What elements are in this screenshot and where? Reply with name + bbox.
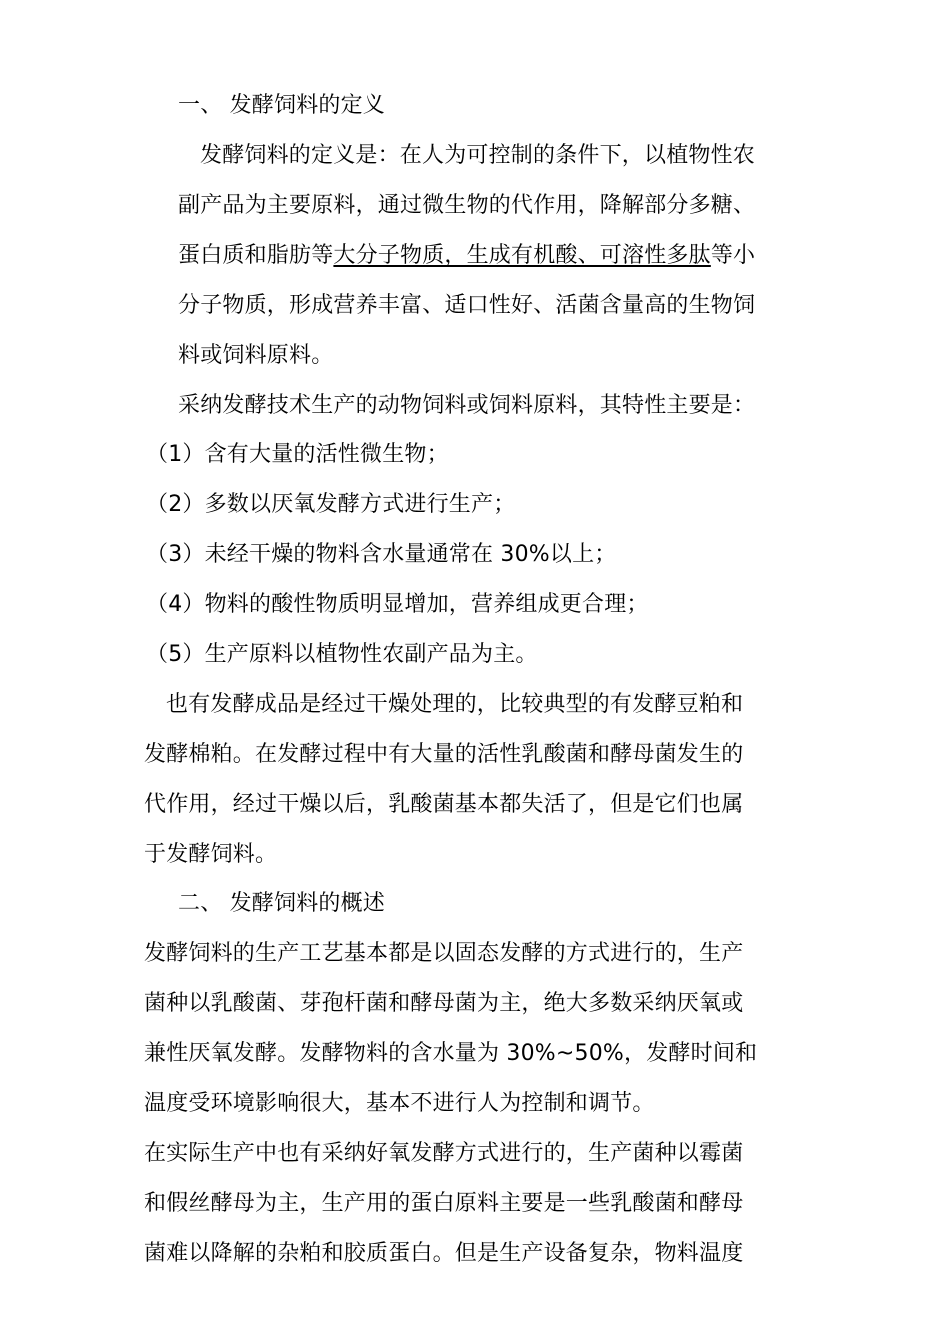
overview-p1-line-4: 温度受环境影响很大，基本不进行人为控制和调节。 xyxy=(144,1091,655,1116)
definition-line-3-post: 等小 xyxy=(710,243,756,268)
definition-line-3-pre: 蛋白质和脂肪等 xyxy=(178,243,334,268)
overview-p2-line-2: 和假丝酵母为主，生产用的蛋白原料主要是一些乳酸菌和酵母 xyxy=(144,1191,744,1216)
dried-paragraph-line-4: 于发酵饲料。 xyxy=(144,842,278,867)
overview-p1-line-2: 菌种以乳酸菌、芽孢杆菌和酵母菌为主，绝大多数采纳厌氧或 xyxy=(144,991,744,1016)
definition-line-2: 副产品为主要原料，通过微生物的代作用，降解部分多糖、 xyxy=(178,193,756,218)
overview-p1-line-3: 兼性厌氧发酵。发酵物料的含水量为 30%~50%，发酵时间和 xyxy=(144,1041,758,1066)
feature-item-3: （3）未经干燥的物料含水量通常在 30%以上； xyxy=(146,542,617,567)
feature-item-1: （1）含有大量的活性微生物； xyxy=(146,442,449,467)
definition-underlined-text: 大分子物质，生成有机酸、可溶性多肽 xyxy=(333,243,711,268)
feature-item-5: （5）生产原料以植物性农副产品为主。 xyxy=(146,642,538,667)
section-heading-2: 二、 发酵饲料的概述 xyxy=(178,891,385,916)
feature-item-2: （2）多数以厌氧发酵方式进行生产； xyxy=(146,492,516,517)
features-intro: 采纳发酵技术生产的动物饲料或饲料原料，其特性主要是： xyxy=(178,393,756,418)
definition-line-1: 发酵饲料的定义是：在人为可控制的条件下，以植物性农 xyxy=(200,143,756,168)
overview-p2-line-1: 在实际生产中也有采纳好氧发酵方式进行的，生产菌种以霉菌 xyxy=(144,1141,744,1166)
definition-line-5: 料或饲料原料。 xyxy=(178,343,334,368)
dried-paragraph-line-3: 代作用，经过干燥以后，乳酸菌基本都失活了，但是它们也属 xyxy=(144,792,744,817)
definition-line-4: 分子物质，形成营养丰富、适口性好、活菌含量高的生物饲 xyxy=(178,293,756,318)
feature-item-4: （4）物料的酸性物质明显增加，营养组成更合理； xyxy=(146,592,649,617)
definition-line-3 xyxy=(178,241,755,271)
dried-paragraph-line-1: 也有发酵成品是经过干燥处理的，比较典型的有发酵豆粕和 xyxy=(166,692,744,717)
overview-p2-line-3: 菌难以降解的杂粕和胶质蛋白。但是生产设备复杂，物料温度 xyxy=(144,1241,744,1266)
overview-p1-line-1: 发酵饲料的生产工艺基本都是以固态发酵的方式进行的，生产 xyxy=(144,941,744,966)
dried-paragraph-line-2: 发酵棉粕。在发酵过程中有大量的活性乳酸菌和酵母菌发生的 xyxy=(144,742,744,767)
section-heading-1: 一、 发酵饲料的定义 xyxy=(178,93,385,118)
